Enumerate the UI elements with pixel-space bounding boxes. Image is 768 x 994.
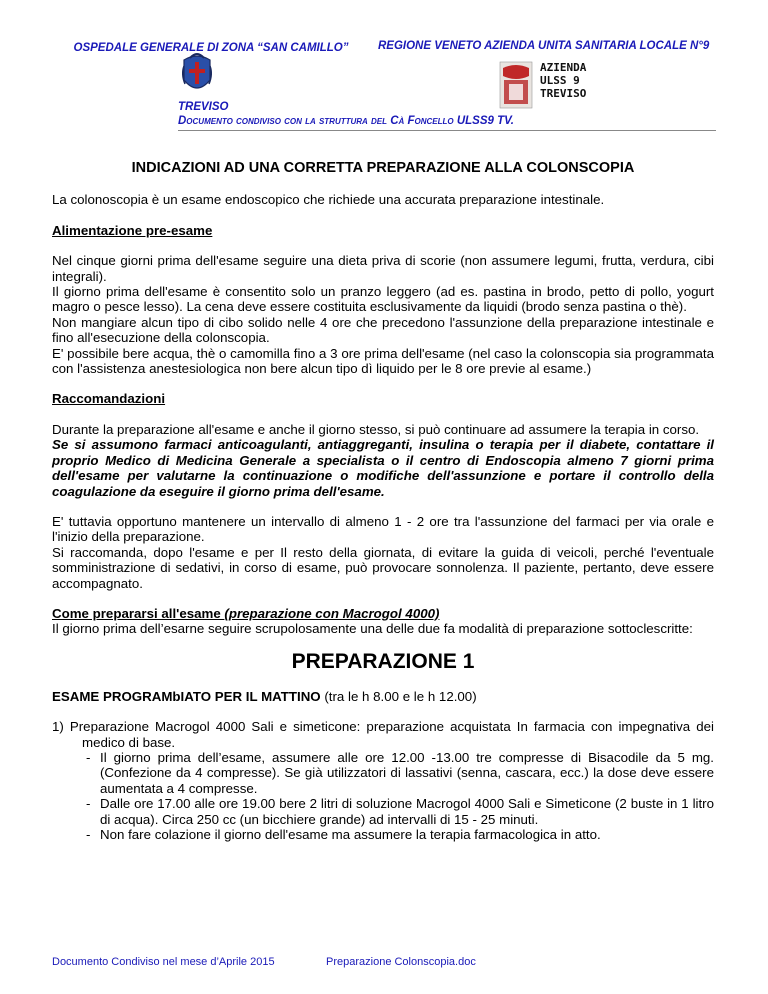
list-item: - Non fare colazione il giorno dell'esame ma assumere la terapia farmacologica in atto. — [52, 827, 714, 842]
logo-text: AZIENDA ULSS 9 TREVISO — [540, 61, 587, 100]
diet-paragraph-1: Nel cinque giorni prima dell'esame seguire una dieta priva di scorie (non assumere legumi, frutta, verdura, cibi integrali). — [52, 253, 714, 284]
diet-paragraph-3: Non mangiare alcun tipo di cibo solido nelle 4 ore che precedono l'assunzione della preparazione intestinale e fino all'esecuzione della colonscopia. — [52, 314, 714, 346]
diet-heading: Alimentazione pre-esame — [52, 222, 213, 238]
preparation-heading-main: Come prepararsi all'esame — [52, 605, 225, 621]
doc-line-prefix: Documento condiviso con la struttura del Cà Foncello — [178, 115, 457, 127]
morning-exam-hours: (tra le h 8.00 e le h 12.00) — [320, 688, 477, 704]
footer-filename: Preparazione Colonscopia.doc — [326, 956, 476, 968]
city-label: TREVISO — [178, 101, 229, 113]
intro-paragraph: La colonoscopia è un esame endoscopico che richiede una accurata preparazione intestinale. — [52, 192, 605, 208]
header-divider — [178, 130, 716, 131]
bullet-3: Non fare colazione il giorno dell'esame ma assumere la terapia farmacologica in atto. — [100, 827, 601, 842]
doc-line-suffix: ULSS9 TV. — [456, 115, 514, 127]
preparation-paragraph: Il giorno prima dell’esarne seguire scrupolosamente una delle due fa modalità di preparazione sottoclescritte: — [52, 621, 693, 637]
hospital-name: OSPEDALE GENERALE DI ZONA “SAN CAMILLO” — [73, 42, 349, 54]
region-name: REGIONE VENETO AZIENDA UNITA SANITARIA LOCALE N°9 — [378, 40, 710, 52]
recommendations-paragraph-3: Si raccomanda, dopo l'esame e per Il resto della giornata, di evitare la guida di veicoli, perché l'eventuale somministrazione di sedativi, in corso di esame, può provocare sonnolenza. Il paziente, pertanto, deve essere accompagnato. — [52, 544, 714, 591]
recommendations-heading: Raccomandazioni — [52, 391, 166, 407]
recommendations-paragraph-2: E' tuttavia opportuno mantenere un intervallo di almeno 1 - 2 ore tra l'assunzione del farmaci per via orale e l'inizio della preparazione. — [52, 513, 714, 545]
footer-date: Documento Condiviso nel mese d’Aprile 2015 — [52, 956, 275, 968]
recommendations-warning: Se si assumono farmaci anticoagulanti, antiaggreganti, insulina o terapia per il diabete, contattare il proprio Medico di Medicina Generale a specialista o il centro di Endoscopia almeno 7 giorni prima dell'esame per valutarne la continuazione o modifiche dell'assunzione e portare il controllo della coagulazione da eseguire il giorno prima dell'esame. — [52, 437, 714, 499]
bullet-2: Dalle ore 17.00 alle ore 19.00 bere 2 litri di soluzione Macrogol 4000 Sali e Simeticone (2 buste in 1 litro di acqua). Circa 250 cc (un bicchiere grande) ad intervalli di 15 - 25 minuti. — [100, 796, 714, 827]
list-item: - Dalle ore 17.00 alle ore 19.00 bere 2 litri di soluzione Macrogol 4000 Sali e Simeticone (2 buste in 1 litro di acqua). Circa 250 cc (un bicchiere grande) ad intervalli di 15 - 25 minuti. — [86, 796, 714, 827]
city-crest-icon — [180, 50, 214, 98]
preparation-heading-note: (preparazione con Macrogol 4000) — [224, 605, 440, 621]
bullet-1: Il giorno prima dell’esame, assumere alle ore 12.00 -13.00 tre compresse di Bisacodile da 5 mg. (Confezione da 4 compresse). Se già utilizzatori di lassativi (senna, cascara, ecc.) la dose deve essere aumentata a 4 compresse. — [100, 749, 714, 796]
document-body — [52, 161, 714, 842]
preparation-heading — [52, 606, 714, 621]
diet-paragraph-4: E' possibile bere acqua, thè o camomilla fino a 3 ore prima dell'esame (nel caso la colonscopia sia programmata con l'assistenza anestesiologica non bere alcun tipo dì liquido per le 8 ore previe al esame.) — [52, 345, 714, 377]
page-title: INDICAZIONI AD UNA CORRETTA PREPARAZIONE ALLA COLONSCOPIA — [131, 160, 635, 176]
recommendations-paragraph-1: Durante la preparazione all'esame e anche il giorno stesso, si può continuare ad assumere la terapia in corso. — [52, 421, 700, 437]
document-shared-line — [178, 115, 514, 127]
preparation-item-1: 1) Preparazione Macrogol 4000 Sali e simeticone: preparazione acquistata In farmacia con impegnativa dei medico di base. — [52, 719, 714, 750]
morning-exam-label: ESAME PROGRAMbIATO PER IL MATTINO — [52, 688, 321, 704]
list-item: - Il giorno prima dell’esame, assumere alle ore 12.00 -13.00 tre compresse di Bisacodile da 5 mg. (Confezione da 4 compresse). Se già utilizzatori di lassativi (senna, cascara, ecc.) la dose deve essere aumentata a 4 compresse. — [86, 749, 714, 796]
diet-paragraph-2: Il giorno prima dell'esame è consentito solo un pranzo leggero (ad es. pastina in brodo, petto di pollo, yogurt magro o pesce lesso). La cena deve essere costituita esclusivamente da liquidi (brodo senza pastina o thè). — [52, 284, 714, 315]
morning-exam-line — [52, 689, 714, 704]
preparation-1-heading: PREPARAZIONE 1 — [291, 649, 475, 673]
